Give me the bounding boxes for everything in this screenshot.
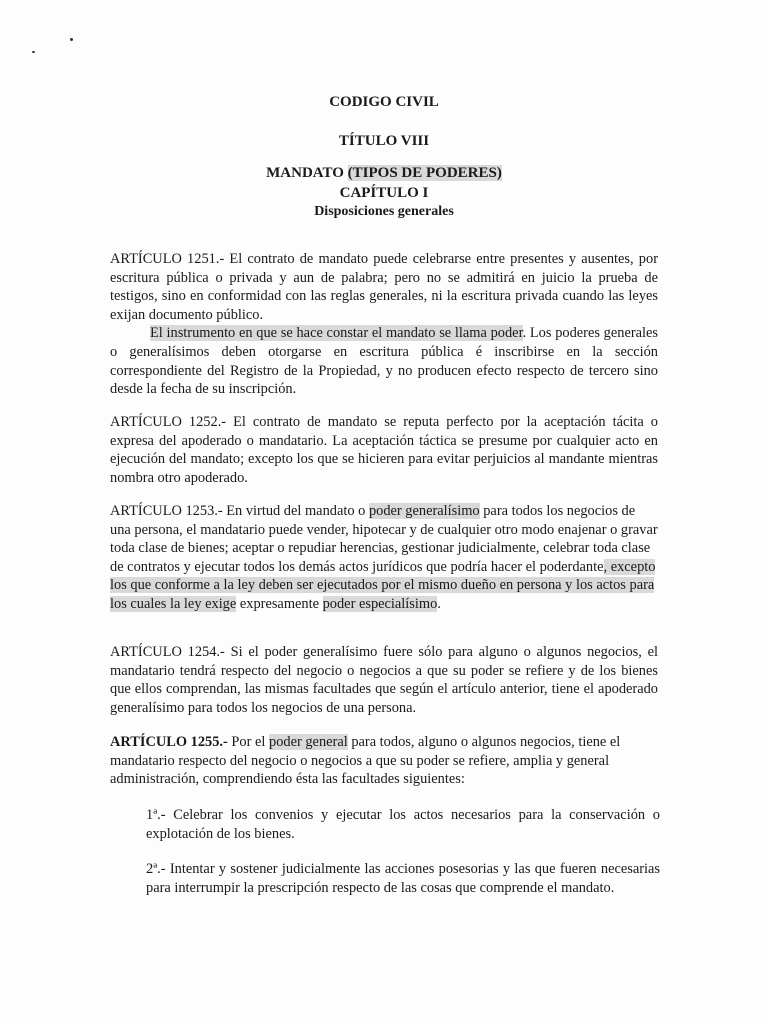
chapter-heading: CAPÍTULO I <box>339 185 429 201</box>
article-1255-highlight: poder general <box>269 734 348 750</box>
article-1253-text-4: . <box>437 595 441 612</box>
mandate-heading <box>0 165 768 182</box>
article-1255-item-2: 2ª.- Intentar y sostener judicialmente las acciones posesorias y las que fueren necesarias para interrumpir la prescripción respecto de las cosas que comprende el mandato. <box>146 861 660 896</box>
mandate-prefix: MANDATO <box>266 165 348 181</box>
article-1251-p2: . Los poderes generales o generalísimos deben otorgarse en escritura pública é inscribirse en la sección correspondiente del Registro de la Propiedad, y no producen efecto respecto de tercero sino desde la fecha de su inscripción. <box>110 325 659 398</box>
title-heading: TÍTULO VIII <box>338 133 430 149</box>
article-1251 <box>110 250 658 399</box>
document-title: CODIGO CIVIL <box>329 94 439 110</box>
article-1253-text-2: para todos los negocios de una persona, el mandatario puede vender, hipotecar y de cualquier otro modo enajenar o gravar toda clase de bienes; aceptar o repudiar herencias, gestionar judicialmente, celebrar toda clase de contratos y ejecutar todos los demás actos jurídicos que podría hacer el poderdante <box>110 503 658 575</box>
article-1255 <box>110 733 658 789</box>
mandate-highlight: (TIPOS DE PODERES) <box>347 165 502 181</box>
scan-speck <box>32 51 35 53</box>
article-1253-text-1: ARTÍCULO 1253.- En virtud del mandato o <box>110 503 369 519</box>
article-1253 <box>110 502 658 614</box>
article-1255-text-1: Por el <box>227 734 269 750</box>
article-1253-highlight-1: poder generalísimo <box>368 503 480 519</box>
article-1251-highlight: El instrumento en que se hace constar el mandato se llama poder <box>150 325 523 342</box>
article-1254: ARTÍCULO 1254.- Si el poder generalísimo fuere sólo para alguno o algunos negocios, el mandatario tendrá respecto del negocio o negocios a que su poder se refiere y de los bienes que ellos comprendan, las mismas facultades que según el artículo anterior, tiene el apoderado generalísimo para todos los negocios de una persona. <box>110 644 658 716</box>
scan-speck <box>70 38 73 41</box>
article-1253-highlight-3: poder especialísimo <box>322 595 438 612</box>
article-1251-p1: ARTÍCULO 1251.- El contrato de mandato puede celebrarse entre presentes y ausentes, por escritura pública o privada y aun de palabra; pero no se admitirá en juicio la prueba de testigos, sino en conformidad con las reglas generales, ni la escritura privada cuando las leyes exijan documento público. <box>110 251 658 323</box>
article-1255-text-2: para todos, alguno o algunos negocios, tiene el mandatario respecto del negocio o negocios a que su poder se refiere, amplia y general administración, comprendiendo ésta las facultades siguientes: <box>110 734 621 788</box>
article-1253-highlight-2: , excepto los que conforme a la ley deben ser ejecutados por el mismo dueño en persona y los actos para los cuales la ley exige <box>110 558 656 612</box>
article-1252: ARTÍCULO 1252.- El contrato de mandato se reputa perfecto por la aceptación tácita o expresa del apoderado o mandatario. La aceptación táctica se presume por cualquier acto en ejecución del mandato; excepto los que se hicieren para evitar perjuicios al mandante mientras nombra otro apoderado. <box>110 414 658 486</box>
article-1255-label: ARTÍCULO 1255.- <box>110 734 228 750</box>
section-heading: Disposiciones generales <box>314 204 454 219</box>
article-1253-text-3: expresamente <box>236 595 323 612</box>
article-1255-item-1: 1ª.- Celebrar los convenios y ejecutar los actos necesarios para la conservación o explotación de los bienes. <box>146 807 660 842</box>
